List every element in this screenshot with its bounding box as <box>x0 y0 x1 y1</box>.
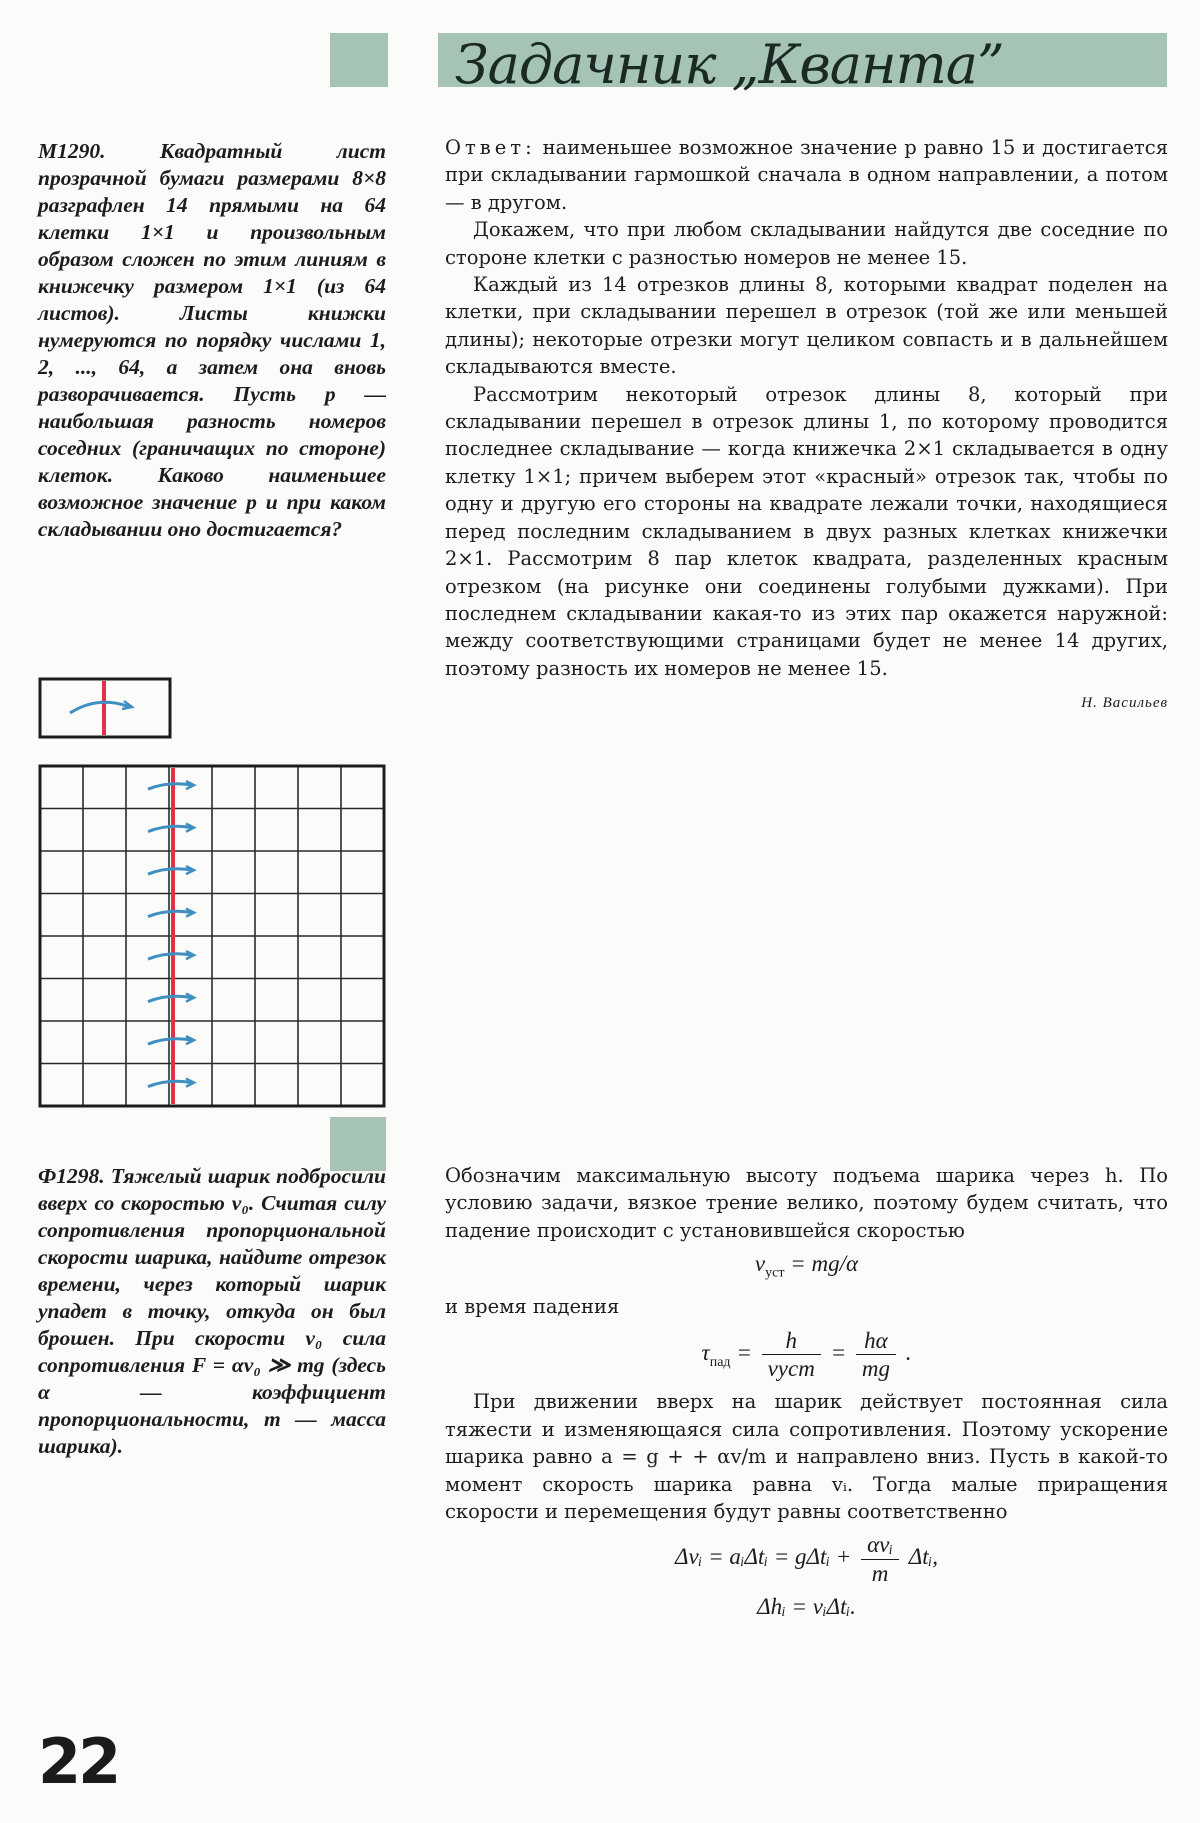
fraction-num: hα <box>856 1327 896 1355</box>
fold-diagram-small <box>38 677 174 741</box>
formula-sub: уст <box>765 1265 785 1281</box>
formula-sub: пад <box>709 1354 731 1370</box>
answer-text: наименьшее возможное значение p равно 15 и достигается при складывании гармошкой сначала в одном направлении, а потом — в другом. <box>445 136 1169 214</box>
blue-arc <box>148 911 192 916</box>
blue-arc <box>148 954 192 959</box>
formula-rhs: = mg/α <box>790 1251 859 1277</box>
formula-increments <box>445 1531 1168 1587</box>
fraction-den: vуст <box>767 1356 815 1382</box>
fraction-num: αvᵢ <box>861 1531 899 1559</box>
problem-id: М1290. <box>38 139 106 163</box>
problem-text: Тяжелый шарик подбросили вверх со скоростью v₀. Считая силу сопротивления пропорциональной скорости шарика, найдите отрезок времени, через который шарик упадет в точку, откуда он был брошен. При скорости v₀ сила сопротивления F = αv₀ ≫ mg (здесь α — коэффициент пропорциональности, m — масса шарика). <box>38 1164 386 1458</box>
answer-label: Ответ: <box>445 136 536 159</box>
grid-diagram <box>38 764 388 1112</box>
solution-paragraph <box>445 134 1168 216</box>
blue-arc <box>148 869 192 874</box>
formula-v: v <box>754 1251 766 1277</box>
page-number: 22 <box>38 1725 119 1798</box>
formula-eq: = <box>736 1339 752 1365</box>
author-signature: Н. Васильев <box>1081 695 1168 712</box>
problem-id: Ф1298. <box>38 1164 105 1188</box>
formula-end: Δtᵢ, <box>908 1544 939 1570</box>
solution-m1290 <box>445 134 1168 718</box>
formula-end: . <box>905 1339 912 1365</box>
section-logo: Задачник „Кванта” <box>455 33 1004 96</box>
fraction-den: mg <box>861 1356 890 1382</box>
solution-paragraph: Докажем, что при любом складывании найдутся две соседние по стороне клетки с разностью номеров не менее 15. <box>445 218 1168 269</box>
formula-eq: = <box>830 1339 847 1365</box>
problem-m1290 <box>38 138 386 543</box>
solution-paragraph: Рассмотрим некоторый отрезок длины 8, который при складывании перешел в отрезок длины 1, по которому проводится последнее складывание — когда книжечка 2×1 складывается в одну клетку 1×1; причем выберем этот «красный» отрезок так, чтобы по одну и другую его стороны на квадрате лежали точки, находящиеся перед последним складыванием в двух разных клетках книжечки 2×1. Рассмотрим 8 пар клеток квадрата, разделенных красным отрезком (на рисунке они соединены голубыми дужками). При последнем складывании какая-то из этих пар окажется наружной: между соответствующими страницами будет не менее 14 других, поэтому разность их номеров не менее 15. <box>445 382 1168 680</box>
solution-paragraph: Обозначим максимальную высоту подъема шарика через h. По условию задачи, вязкое трение велико, поэтому будем считать, что падение происходит с установившейся скоростью <box>445 1164 1168 1242</box>
blue-arc <box>70 702 130 713</box>
grid-lines <box>40 766 384 1106</box>
formula-terminal-velocity <box>445 1250 1168 1287</box>
formula-fall-time <box>445 1327 1168 1383</box>
problem-f1298 <box>38 1163 386 1460</box>
fraction <box>856 1327 896 1383</box>
blue-arc <box>148 996 192 1001</box>
formula-tau: τ <box>701 1339 710 1365</box>
header-accent-block <box>330 33 388 87</box>
solution-paragraph: При движении вверх на шарик действует постоянная сила тяжести и изменяющаяся сила сопротивления. Поэтому ускорение шарика равно a = g + + αv/m и направлено вниз. Пусть в какой-то момент скорость шарика равна vᵢ. Тогда малые приращения скорости и перемещения будут равны соответственно <box>445 1390 1168 1524</box>
blue-arc <box>148 784 192 789</box>
solution-paragraph: и время падения <box>445 1295 620 1319</box>
blue-arc <box>148 1081 192 1086</box>
fraction <box>861 1531 899 1587</box>
fraction-den: m <box>871 1560 889 1586</box>
solution-f1298 <box>445 1162 1168 1627</box>
fraction <box>762 1327 821 1383</box>
blue-arc <box>148 1039 192 1044</box>
formula-displacement: Δhᵢ = vᵢΔtᵢ. <box>757 1594 856 1620</box>
blue-arc <box>148 826 192 831</box>
formula-lhs: Δvᵢ = aᵢΔtᵢ = gΔtᵢ + <box>674 1544 852 1570</box>
problem-text: Квадратный лист прозрачной бумаги размерами 8×8 разграфлен 14 прямыми на 64 клетки 1×1 и произвольным образом сложен по этим линиям в книжечку размером 1×1 (из 64 листов). Листы книжки нумеруются по порядку числами 1, 2, ..., 64, а затем она вновь разворачивается. Пусть p — наибольшая разность номеров соседних (граничащих по стороне) клеток. Каково наименьшее возможное значение p и при каком складывании оно достигается? <box>38 139 386 541</box>
fraction-num: h <box>762 1327 821 1355</box>
solution-paragraph: Каждый из 14 отрезков длины 8, которыми квадрат поделен на клетки, при складывании перешел в отрезок (той же или меньшей длины); некоторые отрезки могут целиком совпасть и в дальнейшем складываются вместе. <box>445 273 1168 379</box>
